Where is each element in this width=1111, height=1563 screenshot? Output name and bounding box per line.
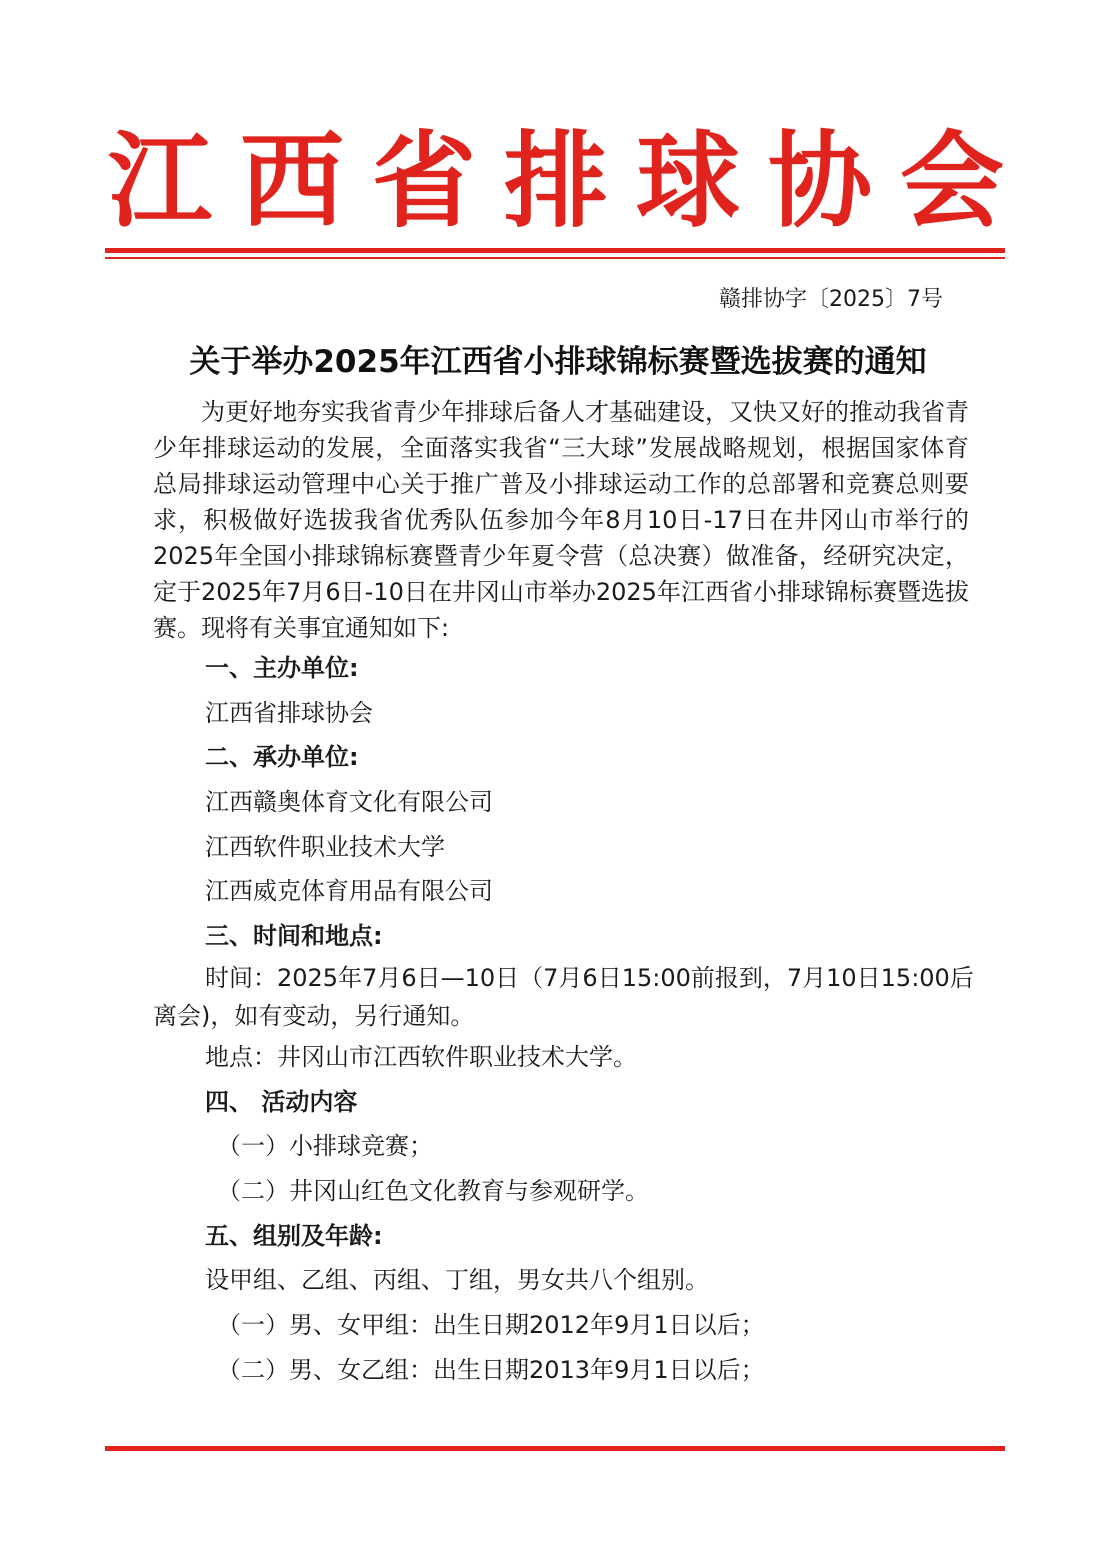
group-item: （二）男、女乙组：出生日期2013年9月1日以后； [217,1355,765,1384]
letterhead-rule-thin [105,257,1005,259]
activity-item: （二）井冈山红色文化教育与参观研学。 [217,1176,649,1205]
time-paragraph [153,959,974,1035]
footer-rule [105,1446,1005,1451]
organizer-item: 江西软件职业技术大学 [205,832,445,861]
section-heading-organizers: 二、承办单位: [205,743,359,772]
notice-body [153,394,974,1392]
groups-summary: 设甲组、乙组、丙组、丁组，男女共八个组别。 [205,1266,709,1295]
activity-item: （一）小排球竞赛； [217,1132,433,1161]
notice-title: 关于举办2025年江西省小排球锦标赛暨选拔赛的通知 [189,344,927,380]
time-line-2: 离会)，如有变动，另行通知。 [153,1001,475,1030]
place-line: 地点：井冈山市江西软件职业技术大学。 [205,1042,637,1071]
section-heading-groups: 五、组别及年龄: [205,1221,383,1250]
host-item: 江西省排球协会 [205,698,373,727]
letterhead-rule-thick [105,248,1005,253]
intro-paragraph: 为更好地夯实我省青少年排球后备人才基础建设，又快又好的推动我省青少年排球运动的发展，全面落实我省“三大球”发展战略规划，根据国家体育总局排球运动管理中心关于推广普及小排球运动工作的总部署和竞赛总则要求，积极做好选拔我省优秀队伍参加今年8月10日-17日在井冈山市举行的2025年全国小排球锦标赛暨青少年夏令营（总决赛）做准备，经研究决定，定于2025年7月6日-10日在井冈山市举办2025年江西省小排球锦标赛暨选拔赛。现将有关事宜通知如下: [153,398,969,642]
group-item: （一）男、女甲组：出生日期2012年9月1日以后； [217,1310,765,1339]
section-heading-host: 一、主办单位: [205,654,359,682]
section-heading-activities: 四、 活动内容 [205,1087,358,1116]
time-line-1: 时间：2025年7月6日—10日（7月6日15:00前报到，7月10日15:00后 [205,963,974,992]
organizer-item: 江西威克体育用品有限公司 [205,877,493,906]
section-heading-time-place: 三、时间和地点: [205,922,383,951]
document-number: 赣排协字〔2025〕7号 [719,287,943,312]
organizer-item: 江西赣奥体育文化有限公司 [205,788,493,817]
letterhead-org-name: 江西省排球协会 [108,122,1006,240]
